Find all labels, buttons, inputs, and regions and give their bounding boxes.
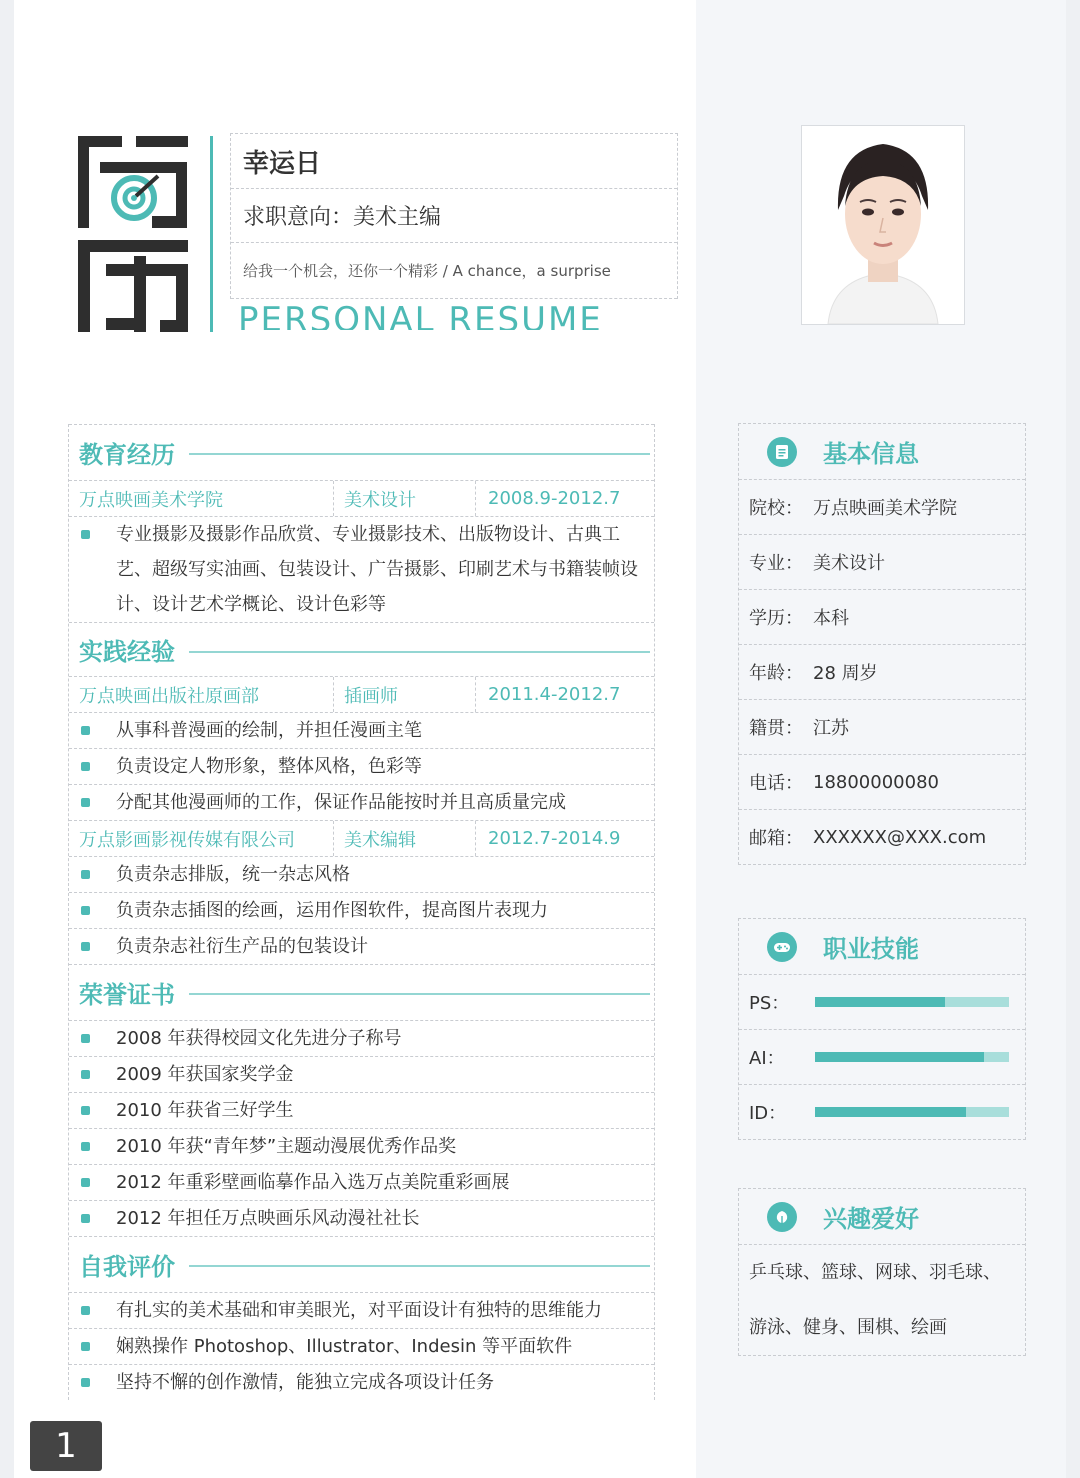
education-subheader: [69, 480, 654, 516]
honors-section-title: [69, 964, 654, 1020]
info-value: 万点映画美术学院: [813, 498, 957, 519]
bullet: [81, 870, 90, 879]
major: 美术设计: [334, 481, 476, 516]
period: 2012.7-2014.9: [488, 828, 621, 849]
item-text: 负责杂志排版，统一杂志风格: [116, 864, 350, 885]
bullet: [81, 1142, 90, 1151]
education-section-title: [69, 424, 654, 480]
role: 插画师: [334, 677, 476, 712]
info-value: 江苏: [813, 718, 849, 739]
education-title: 教育经历: [79, 435, 183, 470]
list-item: [69, 1328, 654, 1364]
info-value: 28 周岁: [813, 663, 878, 684]
info-key: 院校：: [749, 498, 803, 519]
info-key: 专业：: [749, 553, 803, 574]
info-row-major: [739, 535, 1025, 590]
english-title: PERSONAL RESUME: [238, 300, 603, 330]
self-eval-section-title: [69, 1236, 654, 1292]
item-text: 2010 年获省三好学生: [116, 1100, 294, 1121]
skills-panel: [738, 918, 1026, 1140]
list-item: [69, 1292, 654, 1328]
hobbies-line-1: 乒乓球、篮球、网球、羽毛球、: [749, 1262, 1001, 1283]
bullet: [81, 798, 90, 807]
job-2-subheader: [69, 820, 654, 856]
list-item: [69, 784, 654, 820]
item-text: 从事科普漫画的绘制，并担任漫画主笔: [116, 720, 422, 741]
bullet: [81, 1378, 90, 1387]
practice-title: 实践经验: [79, 632, 183, 667]
left-column: [68, 424, 655, 1400]
bullet: [81, 1214, 90, 1223]
school: 万点映画美术学院: [69, 481, 334, 516]
hobbies-panel: [738, 1188, 1026, 1356]
item-text: 有扎实的美术基础和审美眼光，对平面设计有独特的思维能力: [116, 1300, 602, 1321]
list-item: [69, 892, 654, 928]
resume-logo: [78, 132, 192, 334]
info-key: 邮箱：: [749, 828, 803, 849]
bullet: [81, 1106, 90, 1115]
info-value: 美术设计: [813, 553, 885, 574]
gamepad-icon: [767, 932, 797, 962]
item-text: 负责设定人物形象，整体风格，色彩等: [116, 756, 422, 777]
basic-info-title: 基本信息: [823, 440, 919, 468]
list-item: [69, 856, 654, 892]
info-value: XXXXXX@XXX.com: [813, 826, 987, 848]
self-eval-title: 自我评价: [79, 1247, 183, 1282]
info-value: 本科: [813, 608, 849, 629]
period: 2008.9-2012.7: [488, 488, 621, 509]
info-key: 籍贯：: [749, 718, 803, 739]
info-value: 18800000080: [813, 771, 939, 793]
skill-row-ps: [739, 975, 1025, 1030]
skill-name: PS：: [749, 993, 790, 1014]
list-item: [69, 1128, 654, 1164]
bullet: [81, 762, 90, 771]
logo-divider: [210, 136, 213, 332]
list-item: [69, 1200, 654, 1236]
skills-header: [739, 919, 1025, 975]
practice-section-title: [69, 622, 654, 676]
skill-bar-fill: [815, 1052, 984, 1062]
item-text: 负责杂志插图的绘画，运用作图软件，提高图片表现力: [116, 900, 548, 921]
header-box: [230, 133, 678, 299]
bullet: [81, 1342, 90, 1351]
english-title-wrap: [238, 300, 658, 330]
page-number-badge: 1: [30, 1421, 102, 1471]
skill-bar: [815, 1052, 1009, 1062]
job-intent: 求职意向：美术主编: [231, 189, 677, 243]
info-row-email: [739, 810, 1025, 864]
bullet: [81, 1306, 90, 1315]
list-item: [69, 748, 654, 784]
list-item: [69, 928, 654, 964]
info-row-phone: [739, 755, 1025, 810]
hobbies-header: [739, 1189, 1025, 1245]
bullet: [81, 726, 90, 735]
item-text: 2009 年获国家奖学金: [116, 1064, 294, 1085]
profile-photo: [801, 125, 965, 325]
item-text: 分配其他漫画师的工作，保证作品能按时并且高质量完成: [116, 792, 566, 813]
hobbies-line-2: 游泳、健身、围棋、绘画: [749, 1317, 947, 1338]
bullet: [81, 942, 90, 951]
list-item: [69, 1056, 654, 1092]
bullet: [81, 530, 90, 539]
title-line: [189, 993, 650, 995]
skill-bar-fill: [815, 1107, 966, 1117]
skill-bar-fill: [815, 997, 945, 1007]
skills-title: 职业技能: [823, 935, 919, 963]
education-desc-item: [69, 516, 654, 622]
item-text: 2012 年担任万点映画乐风动漫社社长: [116, 1208, 420, 1229]
info-key: 学历：: [749, 608, 803, 629]
skill-row-ai: [739, 1030, 1025, 1085]
applicant-name: 幸运日: [231, 134, 677, 189]
skill-bar: [815, 1107, 1009, 1117]
info-row-age: [739, 645, 1025, 700]
bullet: [81, 1178, 90, 1187]
list-item: [69, 1164, 654, 1200]
title-line: [189, 651, 650, 653]
skill-name: ID：: [749, 1103, 787, 1124]
skill-bar: [815, 997, 1009, 1007]
skill-row-id: [739, 1085, 1025, 1139]
list-item: [69, 1092, 654, 1128]
list-item: [69, 712, 654, 748]
slogan: 给我一个机会，还你一个精彩 / A chance，a surprise: [231, 243, 677, 299]
bullet: [81, 1034, 90, 1043]
education-desc: 专业摄影及摄影作品欣赏、专业摄影技术、出版物设计、古典工艺、超级写实油画、包装设计、广告摄影、印刷艺术与书籍装帧设计、设计艺术学概论、设计色彩等: [116, 524, 638, 615]
info-key: 电话：: [749, 773, 803, 794]
info-key: 年龄：: [749, 663, 803, 684]
role: 美术编辑: [334, 821, 476, 856]
title-line: [189, 1265, 650, 1267]
honors-title: 荣誉证书: [79, 975, 183, 1010]
item-text: 娴熟操作 Photoshop、Illustrator、Indesin 等平面软件: [116, 1336, 573, 1357]
list-item: [69, 1020, 654, 1056]
item-text: 2008 年获得校园文化先进分子称号: [116, 1028, 402, 1049]
bullet: [81, 906, 90, 915]
item-text: 2010 年获“青年梦”主题动漫展优秀作品奖: [116, 1136, 457, 1157]
bullet: [81, 1070, 90, 1079]
basic-info-panel: [738, 423, 1026, 865]
list-item: [69, 1364, 654, 1400]
hobbies-title: 兴趣爱好: [823, 1205, 919, 1233]
info-row-hometown: [739, 700, 1025, 755]
basic-info-header: [739, 424, 1025, 480]
title-line: [189, 453, 650, 455]
company: 万点影画影视传媒有限公司: [69, 821, 334, 856]
leaf-icon: [767, 1202, 797, 1232]
job-1-subheader: [69, 676, 654, 712]
skill-name: AI：: [749, 1048, 785, 1069]
info-row-school: [739, 480, 1025, 535]
item-text: 2012 年重彩壁画临摹作品入选万点美院重彩画展: [116, 1172, 510, 1193]
info-row-degree: [739, 590, 1025, 645]
item-text: 坚持不懈的创作激情，能独立完成各项设计任务: [116, 1372, 494, 1393]
company: 万点映画出版社原画部: [69, 677, 334, 712]
document-icon: [767, 437, 797, 467]
item-text: 负责杂志社衍生产品的包装设计: [116, 936, 368, 957]
period: 2011.4-2012.7: [488, 684, 621, 705]
